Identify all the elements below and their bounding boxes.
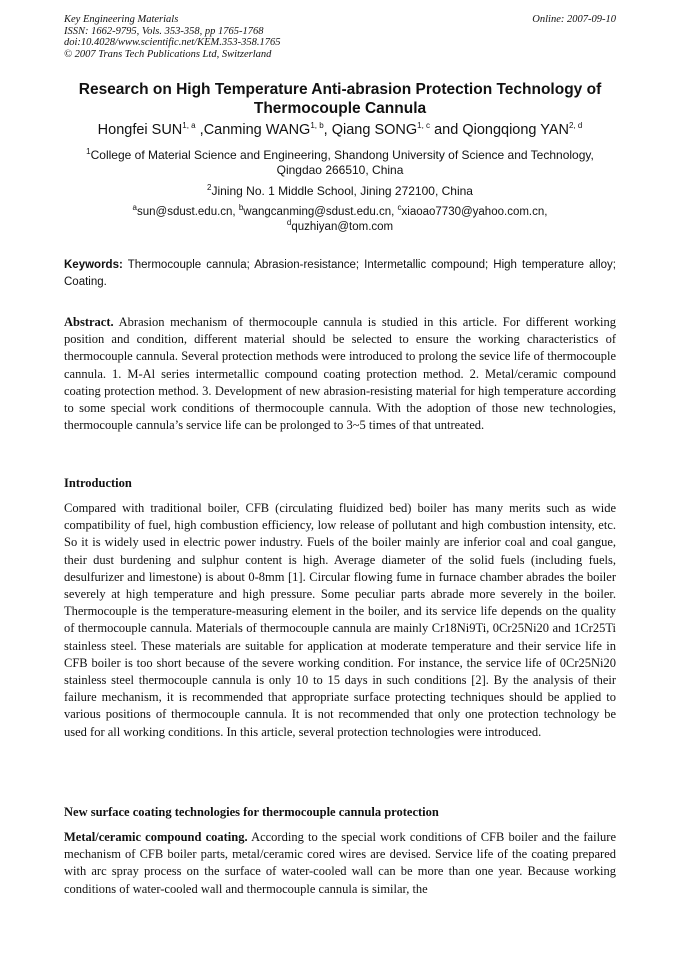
email-superscript: c	[397, 203, 402, 213]
author-name: Hongfei SUN	[97, 122, 183, 138]
email-address: quzhiyan@tom.com	[291, 221, 394, 233]
introduction-paragraph: Compared with traditional boiler, CFB (circulating fluidized bed) boiler has many merits such as wide compatibility of fuel, high combustion efficiency, low release of pollutant and high combustion intensity, etc. So it is widely used in electric power industry. Fuels of the boiler mainly are inferior coal and coal gangue, their dust burdening and sulphur content is high. Average diameter of the solid fuels (including fuels, desulfurizer and limestone) is about 0-8mm [1]. Circular flowing fume in furnace chamber abrades the boiler severely at high temperature and high pressure. Some peculiar parts abrade more severely in the boiler. Thermocouple is the temperature-measuring element in the boiler, and its service life depends on the quality of thermocouple cannula. Materials of thermocouple cannula are mainly Cr18Ni9Ti, 0Cr25Ni20 and 1Cr25Ti stainless steel. These materials are suitable for application at moderate temperature and their service life in CFB boiler is too short because of the severe working condition. For instance, the service life of 0Cr25Ni20 stainless steel thermocouple cannula is only 10 to 15 days in such conditions [2]. By the analysis of their failure mechanism, it is recommended that appropriate surface protecting techniques should be applied to various positions of thermocouple cannula. It is not recommended that only one protection technology be used for all working conditions. In this article, several protection technologies were introduced.	[64, 501, 616, 739]
coating-paragraph	[64, 829, 616, 898]
keywords-label: Keywords:	[64, 259, 123, 271]
email-superscript: d	[286, 218, 292, 228]
affiliation-2	[64, 184, 616, 199]
coating-text: According to the special work conditions of CFB boiler and the failure mechanism of CFB boiler parts, metal/ceramic cored wires are devised. Service life of the coating prepared with arc spray process on the surface of water-cooled wall can be more than one year. Because working conditions of water-cooled wall and thermocouple cannula is similar, the	[64, 830, 617, 896]
run-in-heading: Metal/ceramic compound coating.	[64, 830, 248, 844]
author-superscript: 1, c	[417, 121, 431, 131]
keywords-text: Thermocouple cannula; Abrasion-resistance; Intermetallic compound; High temperature alloy; Coating.	[64, 259, 616, 288]
email-list	[64, 205, 616, 235]
issn-line: ISSN: 1662-9795, Vols. 353-358, pp 1765-1768	[64, 25, 264, 37]
abstract-label: Abstract.	[64, 315, 114, 329]
email-address: sun@sdust.edu.cn,	[137, 206, 239, 218]
author-name: Canming WANG	[203, 122, 311, 138]
journal-name: Key Engineering Materials	[64, 14, 179, 25]
doi-line: doi:10.4028/www.scientific.net/KEM.353-358.1765	[64, 37, 281, 48]
author-name: Qiongqiong YAN	[462, 122, 569, 138]
author-superscript: 2, d	[569, 121, 583, 131]
section-heading: New surface coating technologies for thermocouple cannula protection	[64, 805, 439, 819]
author-superscript: 1, b	[310, 121, 324, 131]
email-superscript: a	[132, 203, 137, 213]
email-superscript: b	[238, 203, 244, 213]
online-date: Online: 2007-09-10	[532, 14, 616, 25]
affiliation-superscript: 2	[207, 183, 212, 192]
abstract-text: Abrasion mechanism of thermocouple cannula is studied in this article. For different working position and condition, different material should be selected to ensure the working characteristics of thermocouple cannula. Several protection methods were introduced to prolong the sevice life of thermocouple cannula. 1. M-Al series intermetallic compound coating protection method. 2. Metal/ceramic compound coating protection method. 3. Development of new abrasion-resisting material for high temperature according to some special work conditions of thermocouple cannula. With the adoption of those new technologies, thermocouple cannula’s service life can be prolonged to 3~5 times of that untreated.	[64, 315, 616, 433]
author-list: Hongfei SUN$^{1, a}$ ,Canming WANG$^{1, b}$, Qiang SONG$^{1, c}$ and Qiongqiong YAN$^{2, d}$	[97, 121, 583, 138]
introduction-heading: Introduction	[64, 476, 132, 490]
paper-title: Research on High Temperature Anti-abrasion Protection Technology of Thermocouple Cannula	[78, 81, 602, 117]
affiliation-text: Jining No. 1 Middle School, Jining 272100, China	[211, 184, 473, 198]
abstract-paragraph	[64, 314, 616, 434]
author-name: Qiang SONG	[331, 122, 418, 138]
affiliation-superscript: 1	[86, 147, 91, 156]
email-address: wangcanming@sdust.edu.cn,	[243, 206, 398, 218]
author-superscript: 1, a	[182, 121, 196, 131]
affiliation-text: College of Material Science and Engineering, Shandong University of Science and Technology, Qingdao 266510, China	[90, 148, 594, 177]
email-address: xiaoao7730@yahoo.com.cn,	[401, 206, 548, 218]
affiliation-1	[64, 148, 616, 178]
keywords-paragraph	[64, 257, 616, 291]
journal-header	[64, 14, 616, 60]
copyright-line: © 2007 Trans Tech Publications Ltd, Switzerland	[64, 48, 272, 60]
